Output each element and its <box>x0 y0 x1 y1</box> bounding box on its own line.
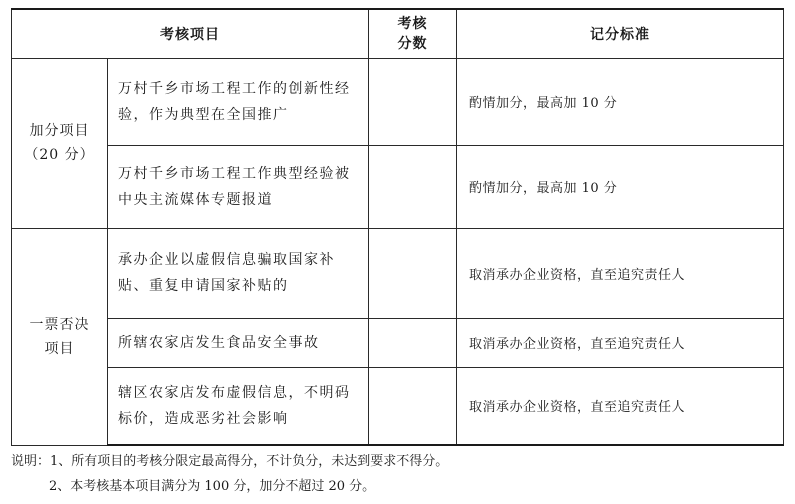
item-cell: 万村千乡市场工程工作典型经验被中央主流媒体专题报道 <box>108 145 369 228</box>
standard-cell: 取消承办企业资格，直至追究责任人 <box>457 367 784 445</box>
header-score-line2: 分数 <box>397 35 428 52</box>
category-veto <box>12 228 108 445</box>
item-cell: 所辖农家店发生食品安全事故 <box>108 318 369 367</box>
item-cell: 万村千乡市场工程工作的创新性经验，作为典型在全国推广 <box>108 58 369 145</box>
header-row <box>12 9 784 58</box>
note-line-2: 2、本考核基本项目满分为 100 分，加分不超过 20 分。 <box>49 479 376 494</box>
standard-cell: 酌情加分，最高加 10 分 <box>457 58 784 145</box>
score-cell <box>369 228 457 318</box>
header-score <box>369 9 457 58</box>
note-line-1: 说明：1、所有项目的考核分限定最高得分，不计负分，未达到要求不得分。 <box>11 454 449 469</box>
standard-cell: 取消承办企业资格，直至追究责任人 <box>457 318 784 367</box>
standard-cell: 取消承办企业资格，直至追究责任人 <box>457 228 784 318</box>
category-veto-subtitle: 项目 <box>44 340 75 357</box>
table-row <box>12 58 784 145</box>
table-row <box>12 367 784 445</box>
header-scoring-standard: 记分标准 <box>457 9 784 58</box>
item-cell: 承办企业以虚假信息骗取国家补贴、重复申请国家补贴的 <box>108 228 369 318</box>
standard-cell: 酌情加分，最高加 10 分 <box>457 145 784 228</box>
score-cell <box>369 58 457 145</box>
category-bonus <box>12 58 108 228</box>
header-assessment-item: 考核项目 <box>12 9 369 58</box>
category-veto-title: 一票否决 <box>29 316 90 333</box>
header-score-line1: 考核 <box>397 15 428 32</box>
score-cell <box>369 367 457 445</box>
table-row <box>12 318 784 367</box>
score-cell <box>369 145 457 228</box>
notes-section <box>11 449 783 499</box>
table-row <box>12 145 784 228</box>
category-bonus-title: 加分项目 <box>29 123 90 139</box>
assessment-table <box>11 8 784 446</box>
score-cell <box>369 318 457 367</box>
item-cell: 辖区农家店发布虚假信息，不明码标价，造成恶劣社会影响 <box>108 367 369 445</box>
table-row <box>12 228 784 318</box>
category-bonus-points: （20 分） <box>24 147 95 163</box>
